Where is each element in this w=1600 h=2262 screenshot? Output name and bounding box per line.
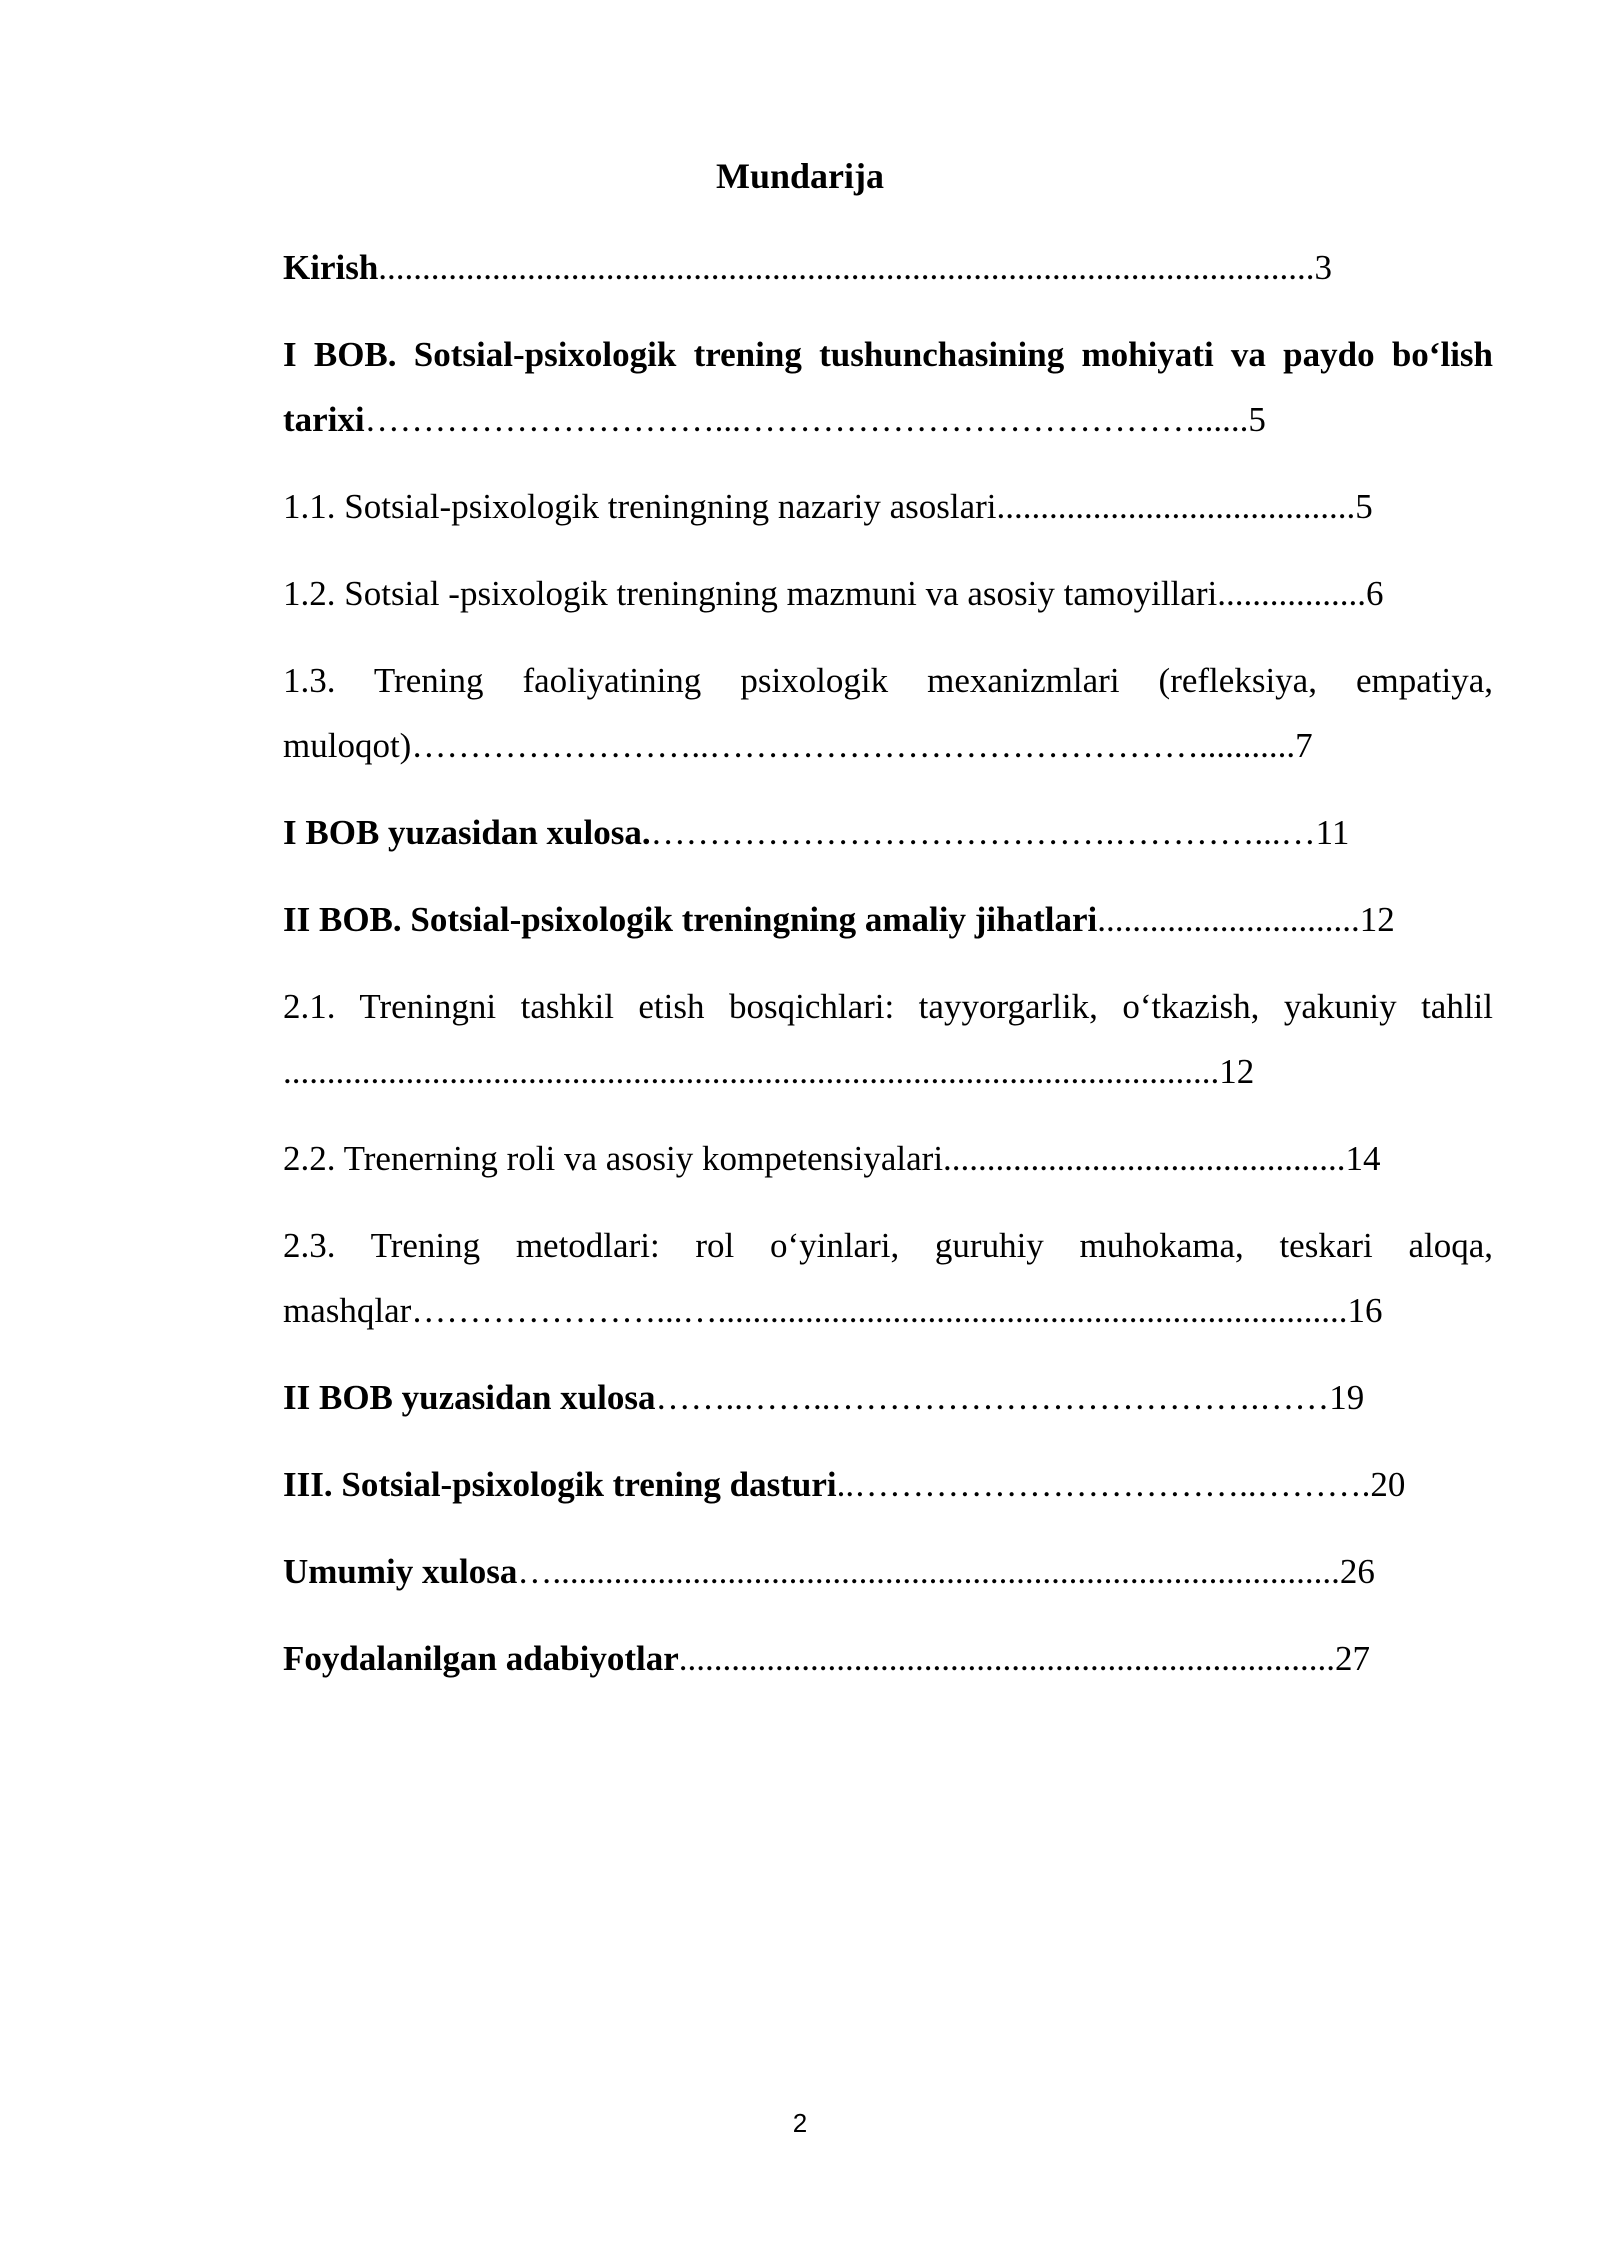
- toc-entry-2-2: [283, 1126, 1493, 1191]
- table-of-contents: [283, 235, 1493, 1713]
- toc-entry-label: Foydalanilgan adabiyotlar: [283, 1639, 679, 1678]
- toc-leader-dots: .........................................: [996, 487, 1356, 526]
- toc-entry-label: 1.3. Trening faoliyatining psixologik mexanizmlari (refleksiya, empatiya, muloqot): [283, 661, 1493, 765]
- toc-page-number: 5: [1355, 487, 1373, 526]
- toc-entry-label: II BOB. Sotsial-psixologik treningning amaliy jihatlari: [283, 900, 1098, 939]
- toc-leader-dots: .................: [1217, 574, 1366, 613]
- toc-entry-label: 2.2. Trenerning roli va asosiy kompetensiyalari: [283, 1139, 944, 1178]
- toc-leader-dots: …..........................................................................................: [517, 1552, 1340, 1591]
- toc-title: Mundarija: [715, 156, 884, 196]
- toc-page-number: 12: [1359, 900, 1395, 939]
- toc-entry-label: 2.1. Treningni tashkil etish bosqichlari: tayyorgarlik, o‘tkazish, yakuniy tahlil: [283, 987, 1493, 1026]
- toc-entry-1-2: [283, 561, 1493, 626]
- toc-entry-label: I BOB. Sotsial-psixologik trening tushunchasining mohiyati va paydo bo‘lish tarixi: [283, 335, 1493, 439]
- toc-leader-dots: ...........................................................................: [678, 1639, 1336, 1678]
- toc-leader-dots: ……………………..……………………………………...........: [411, 726, 1296, 765]
- toc-entry-label: III. Sotsial-psixologik trening dasturi: [283, 1465, 837, 1504]
- toc-entry-label: 1.1. Sotsial-psixologik treningning nazariy asoslari: [283, 487, 997, 526]
- toc-leader-dots: ...........................................................................................................: [283, 1052, 1220, 1091]
- toc-entry-chapter-2-conclusion: [283, 1365, 1493, 1430]
- toc-page-number: 20: [1370, 1465, 1406, 1504]
- toc-page-number: 3: [1314, 248, 1333, 287]
- toc-entry-2-3: [283, 1213, 1493, 1343]
- toc-entry-label: 2.3. Trening metodlari: rol o‘yinlari, guruhiy muhokama, teskari aloqa, mashqlar: [283, 1226, 1493, 1330]
- toc-entry-general-conclusion: [283, 1539, 1493, 1604]
- toc-entry-chapter-2: [283, 887, 1493, 952]
- toc-entry-label: II BOB yuzasidan xulosa: [283, 1378, 656, 1417]
- toc-leader-dots: ………………………………….…………...…: [650, 813, 1316, 852]
- toc-entry-label: Umumiy xulosa: [283, 1552, 518, 1591]
- toc-entry-label: I BOB yuzasidan xulosa.: [283, 813, 651, 852]
- toc-leader-dots: ...........................................................................................................: [378, 248, 1315, 287]
- toc-page-number: 6: [1365, 574, 1384, 613]
- toc-leader-dots: …………………………...…………………………………......: [364, 400, 1249, 439]
- toc-leader-dots: ..............................................: [943, 1139, 1346, 1178]
- toc-entry-1-1: [283, 474, 1493, 539]
- toc-entry-label: 1.2. Sotsial -psixologik treningning mazmuni va asosiy tamoyillari: [283, 574, 1218, 613]
- toc-page-number: 27: [1335, 1639, 1371, 1678]
- toc-page-number: 26: [1339, 1552, 1375, 1591]
- toc-page-number: 19: [1329, 1378, 1365, 1417]
- toc-leader-dots: ..............................: [1097, 900, 1360, 939]
- toc-entry-kirish: [283, 235, 1493, 300]
- toc-entry-2-1: [283, 974, 1493, 1104]
- footer-page-number: 2: [792, 2108, 808, 2138]
- toc-page-number: 14: [1345, 1139, 1381, 1178]
- toc-page-number: 11: [1315, 813, 1350, 852]
- toc-entry-1-3: [283, 648, 1493, 778]
- toc-page-number: 7: [1295, 726, 1313, 765]
- toc-leader-dots: ……..……..……………………………….……: [655, 1378, 1330, 1417]
- toc-leader-dots: ..……………………………..……….: [836, 1465, 1371, 1504]
- toc-leader-dots: …………………...…........................................................................: [411, 1291, 1348, 1330]
- toc-entry-label: Kirish: [283, 248, 379, 287]
- toc-entry-chapter-3: [283, 1452, 1493, 1517]
- toc-entry-chapter-1-conclusion: [283, 800, 1493, 865]
- toc-entry-references: [283, 1626, 1493, 1691]
- toc-page-number: 16: [1347, 1291, 1383, 1330]
- toc-page-number: 5: [1248, 400, 1266, 439]
- toc-entry-chapter-1: [283, 322, 1493, 452]
- toc-page-number: 12: [1219, 1052, 1255, 1091]
